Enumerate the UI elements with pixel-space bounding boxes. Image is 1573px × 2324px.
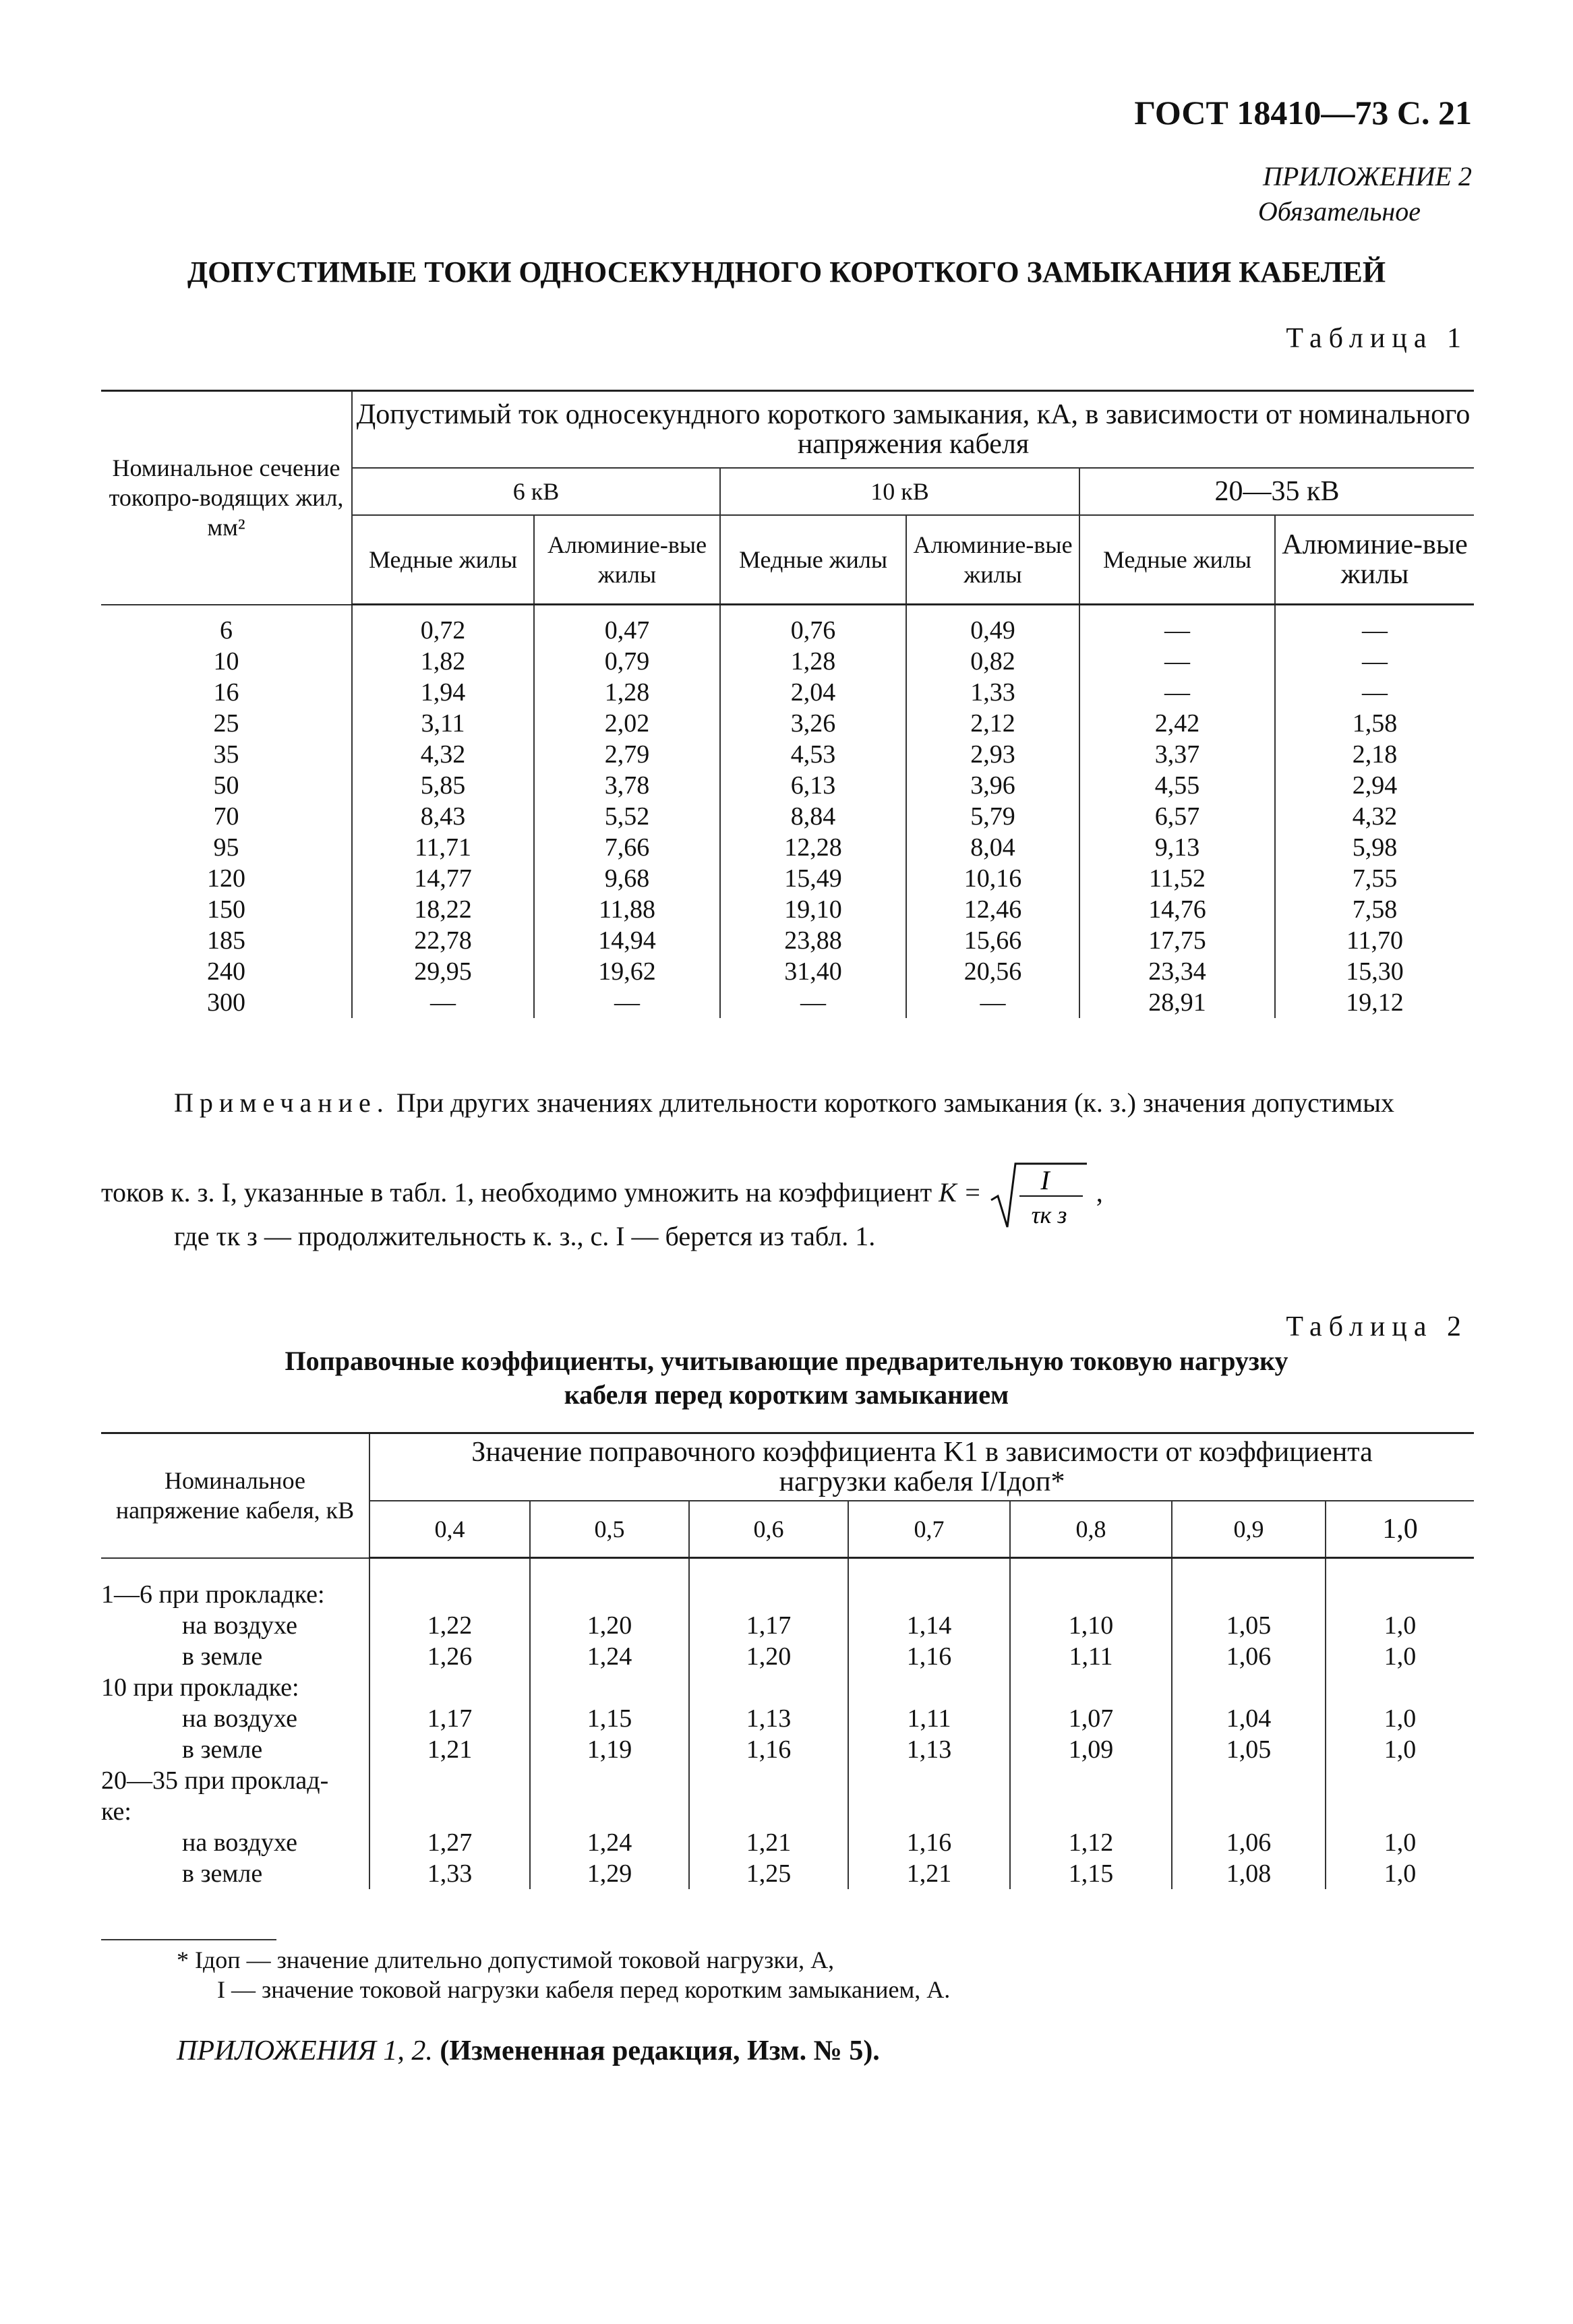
table-cell: 1,07 <box>1010 1703 1172 1734</box>
table-cell <box>1172 1558 1326 1610</box>
table-row <box>101 1672 1474 1703</box>
table2-body <box>101 1558 1474 1889</box>
table-cell: 2,42 <box>1079 708 1275 739</box>
table-cell: 1,12 <box>1010 1827 1172 1858</box>
table-cell <box>1326 1558 1474 1610</box>
coeff-header: 0,5 <box>530 1501 689 1558</box>
table-cell: 1,04 <box>1172 1703 1326 1734</box>
table-cell: 9,13 <box>1079 832 1275 863</box>
table-cell <box>689 1672 848 1703</box>
table-cell <box>848 1765 1010 1796</box>
table-cell: 20,56 <box>906 956 1079 987</box>
table-row <box>101 1703 1474 1734</box>
table2-group-header-line2: нагрузки кабеля I/Iдоп* <box>779 1466 1065 1497</box>
table-cell: 5,52 <box>534 801 720 832</box>
table-cell: 1,06 <box>1172 1641 1326 1672</box>
row-label: в земле <box>182 1735 263 1764</box>
table-cell <box>1172 1765 1326 1796</box>
row-header-cell: 150 <box>101 894 352 925</box>
row-header-cell: 35 <box>101 739 352 770</box>
closing-line <box>177 2035 880 2067</box>
table2-title-line1: Поправочные коэффициенты, учитывающие предварительную токовую нагрузку <box>285 1346 1288 1376</box>
table-cell: — <box>534 987 720 1018</box>
footnote-1: * Iдоп — значение длительно допустимой токовой нагрузки, А, <box>177 1946 835 1973</box>
table-cell: 5,79 <box>906 801 1079 832</box>
table-cell: 1,05 <box>1172 1610 1326 1641</box>
table-cell: 1,29 <box>530 1858 689 1889</box>
row-label: на воздухе <box>182 1611 297 1640</box>
table-cell: — <box>352 987 534 1018</box>
radical-sign-icon <box>988 1158 1090 1232</box>
table-cell: 1,0 <box>1326 1734 1474 1765</box>
table-cell <box>530 1558 689 1610</box>
table-cell <box>1010 1672 1172 1703</box>
table-cell <box>1326 1796 1474 1827</box>
table-row <box>101 677 1474 708</box>
table-cell: 15,30 <box>1275 956 1474 987</box>
table-cell: 1,24 <box>530 1827 689 1858</box>
appendix-label: ПРИЛОЖЕНИЕ 2 <box>1263 161 1472 191</box>
table-cell: 2,12 <box>906 708 1079 739</box>
table-cell: 5,98 <box>1275 832 1474 863</box>
table2-group-header-line1: Значение поправочного коэффициента K1 в зависимости от коэффициента <box>471 1437 1373 1468</box>
table-cell <box>369 1765 530 1796</box>
row-label: 10 при прокладке: <box>101 1673 299 1702</box>
table1-voltage-20-35: 20—35 кВ <box>1079 468 1474 515</box>
table-row <box>101 1734 1474 1765</box>
table-row <box>101 605 1474 647</box>
table-cell: 2,02 <box>534 708 720 739</box>
table-row <box>101 1827 1474 1858</box>
row-label: на воздухе <box>182 1704 297 1733</box>
table-cell: 4,32 <box>1275 801 1474 832</box>
table1-group-header: Допустимый ток односекундного короткого замыкания, кА, в зависимости от номинального напряжения кабеля <box>352 391 1474 469</box>
footnote-2: I — значение токовой нагрузки кабеля перед коротким замыканием, А. <box>217 1976 951 2003</box>
table-cell <box>848 1672 1010 1703</box>
appendix-status: Обязательное <box>1257 196 1421 227</box>
sqrt-formula <box>988 1158 1090 1232</box>
table-row <box>101 739 1474 770</box>
table-cell: 1,17 <box>369 1703 530 1734</box>
table-cell: 23,88 <box>720 925 906 956</box>
table1-sub-copper: Медные жилы <box>1079 515 1275 605</box>
table-cell: 1,0 <box>1326 1641 1474 1672</box>
table-cell: 3,37 <box>1079 739 1275 770</box>
table-cell: 1,20 <box>530 1610 689 1641</box>
coeff-header: 0,4 <box>369 1501 530 1558</box>
table-cell: — <box>1275 605 1474 647</box>
row-header-cell: 300 <box>101 987 352 1018</box>
table-cell: 1,58 <box>1275 708 1474 739</box>
table-cell: 3,96 <box>906 770 1079 801</box>
table1-sub-copper: Медные жилы <box>720 515 906 605</box>
table-cell: 1,19 <box>530 1734 689 1765</box>
table-cell: 1,25 <box>689 1858 848 1889</box>
table-row <box>101 1796 1474 1827</box>
table-cell: 6,57 <box>1079 801 1275 832</box>
row-label: 1—6 при прокладке: <box>101 1580 325 1609</box>
row-label: 20—35 при проклад- <box>101 1766 329 1795</box>
table-cell: 14,76 <box>1079 894 1275 925</box>
table-cell: 1,26 <box>369 1641 530 1672</box>
table-cell: 1,06 <box>1172 1827 1326 1858</box>
table-cell: 1,13 <box>848 1734 1010 1765</box>
formula-denominator: τк з <box>1031 1201 1067 1228</box>
table-cell: 11,70 <box>1275 925 1474 956</box>
table2-group-header <box>369 1433 1474 1501</box>
row-header-cell: 16 <box>101 677 352 708</box>
table-cell: 0,82 <box>906 646 1079 677</box>
table-cell: 8,84 <box>720 801 906 832</box>
table-cell <box>689 1796 848 1827</box>
table-cell: 8,43 <box>352 801 534 832</box>
table-cell: 1,11 <box>1010 1641 1172 1672</box>
table-cell: 0,49 <box>906 605 1079 647</box>
table-cell: 28,91 <box>1079 987 1275 1018</box>
table-row <box>101 770 1474 801</box>
row-header-cell: 10 <box>101 646 352 677</box>
table2 <box>101 1432 1474 1889</box>
table-cell <box>1326 1672 1474 1703</box>
table-cell: 1,33 <box>369 1858 530 1889</box>
table-cell: 1,13 <box>689 1703 848 1734</box>
table1-sub-aluminium: Алюминие-вые жилы <box>534 515 720 605</box>
note-comma: , <box>1096 1177 1103 1208</box>
closing-bold: (Измененная редакция, Изм. № 5). <box>440 2035 880 2066</box>
table-cell: 22,78 <box>352 925 534 956</box>
row-header-cell: 70 <box>101 801 352 832</box>
page-header: ГОСТ 18410—73 С. 21 <box>1134 94 1472 131</box>
table-cell: 1,0 <box>1326 1827 1474 1858</box>
note-label: Примечание. <box>174 1087 390 1118</box>
table-cell <box>1326 1765 1474 1796</box>
table-cell <box>1010 1558 1172 1610</box>
table-cell: 1,82 <box>352 646 534 677</box>
table1-voltage-6: 6 кВ <box>352 468 720 515</box>
table-row <box>101 1610 1474 1641</box>
table-cell <box>530 1765 689 1796</box>
table-cell: 18,22 <box>352 894 534 925</box>
table-cell: 4,55 <box>1079 770 1275 801</box>
note-text2: токов к. з. I, указанные в табл. 1, необходимо умножить на коэффициент <box>101 1177 932 1208</box>
table-cell: 1,08 <box>1172 1858 1326 1889</box>
table-cell: 1,15 <box>530 1703 689 1734</box>
table-cell: — <box>1275 677 1474 708</box>
table-cell <box>530 1672 689 1703</box>
table-cell <box>530 1796 689 1827</box>
table-cell: 1,0 <box>1326 1703 1474 1734</box>
table-cell: 12,46 <box>906 894 1079 925</box>
table-cell: 19,12 <box>1275 987 1474 1018</box>
table-row <box>101 708 1474 739</box>
table-cell: 11,71 <box>352 832 534 863</box>
row-header-cell: 185 <box>101 925 352 956</box>
table-cell: — <box>1275 646 1474 677</box>
table-cell: — <box>906 987 1079 1018</box>
table-row <box>101 894 1474 925</box>
formula-lhs: K = <box>939 1177 982 1208</box>
table-cell: 11,88 <box>534 894 720 925</box>
table-cell: 1,94 <box>352 677 534 708</box>
formula-numerator: I <box>1040 1165 1050 1195</box>
note-text1: При других значениях длительности короткого замыкания (к. з.) значения допустимых <box>396 1087 1394 1118</box>
table-cell: 4,32 <box>352 739 534 770</box>
table-cell: 1,16 <box>689 1734 848 1765</box>
table-cell: 1,10 <box>1010 1610 1172 1641</box>
table-cell: 31,40 <box>720 956 906 987</box>
row-header-cell: 95 <box>101 832 352 863</box>
table-cell: 0,47 <box>534 605 720 647</box>
table1-col0-header: Номинальное сечение токопро-водящих жил, мм² <box>101 391 352 605</box>
table-row <box>101 1858 1474 1889</box>
table-row <box>101 1765 1474 1796</box>
table-cell <box>369 1796 530 1827</box>
table-cell: 1,0 <box>1326 1610 1474 1641</box>
table-cell: 1,09 <box>1010 1734 1172 1765</box>
table-cell <box>1010 1765 1172 1796</box>
table-cell: 14,77 <box>352 863 534 894</box>
table-cell <box>369 1672 530 1703</box>
table-cell <box>369 1558 530 1610</box>
table1-sub-aluminium: Алюминие-вые жилы <box>1275 515 1474 605</box>
coeff-header: 0,7 <box>848 1501 1010 1558</box>
table-cell: 11,52 <box>1079 863 1275 894</box>
table-cell: 9,68 <box>534 863 720 894</box>
table-cell <box>1172 1796 1326 1827</box>
table-cell: 19,62 <box>534 956 720 987</box>
table-cell: 1,27 <box>369 1827 530 1858</box>
table-cell: 23,34 <box>1079 956 1275 987</box>
table-cell <box>1010 1796 1172 1827</box>
table1 <box>101 390 1474 1018</box>
coeff-header: 0,9 <box>1172 1501 1326 1558</box>
table-cell: 5,85 <box>352 770 534 801</box>
table-cell: 1,17 <box>689 1610 848 1641</box>
table2-title <box>0 1344 1573 1412</box>
table-cell: — <box>1079 605 1275 647</box>
table-cell: 2,79 <box>534 739 720 770</box>
table1-sub-aluminium: Алюминие-вые жилы <box>906 515 1079 605</box>
table-cell: 17,75 <box>1079 925 1275 956</box>
table2-title-line2: кабеля перед коротким замыканием <box>564 1379 1009 1410</box>
row-header-cell: 240 <box>101 956 352 987</box>
table-cell: — <box>1079 677 1275 708</box>
coeff-header: 1,0 <box>1326 1501 1474 1558</box>
table-row <box>101 1641 1474 1672</box>
table-cell: — <box>720 987 906 1018</box>
table-cell: 3,11 <box>352 708 534 739</box>
table-cell: 7,55 <box>1275 863 1474 894</box>
table-cell: 0,72 <box>352 605 534 647</box>
table-row <box>101 987 1474 1018</box>
table-cell <box>689 1558 848 1610</box>
table-row <box>101 646 1474 677</box>
table-cell: 19,10 <box>720 894 906 925</box>
table-cell: 4,53 <box>720 739 906 770</box>
table-cell: 0,76 <box>720 605 906 647</box>
footnote-divider <box>101 1939 276 1940</box>
table-cell: 1,24 <box>530 1641 689 1672</box>
table-cell: 1,16 <box>848 1641 1010 1672</box>
table-row <box>101 956 1474 987</box>
table1-voltage-10: 10 кВ <box>720 468 1079 515</box>
table1-body <box>101 605 1474 1019</box>
row-header-cell: 120 <box>101 863 352 894</box>
table-cell: 10,16 <box>906 863 1079 894</box>
table-cell: 1,22 <box>369 1610 530 1641</box>
row-header-cell: 25 <box>101 708 352 739</box>
table-cell: 1,33 <box>906 677 1079 708</box>
table-cell: 6,13 <box>720 770 906 801</box>
table-cell <box>1172 1672 1326 1703</box>
table-cell <box>689 1765 848 1796</box>
table-row <box>101 1558 1474 1610</box>
table-cell: 1,15 <box>1010 1858 1172 1889</box>
table-cell: 1,16 <box>848 1827 1010 1858</box>
table-cell: 15,49 <box>720 863 906 894</box>
table2-col0-header: Номинальное напряжение кабеля, кВ <box>101 1433 369 1558</box>
note-line3: где τк з — продолжительность к. з., с. I — берется из табл. 1. <box>174 1221 876 1251</box>
table-cell: 1,0 <box>1326 1858 1474 1889</box>
table-cell: 1,14 <box>848 1610 1010 1641</box>
table-cell: 14,94 <box>534 925 720 956</box>
table-cell: — <box>1079 646 1275 677</box>
table-row <box>101 801 1474 832</box>
table-cell: 29,95 <box>352 956 534 987</box>
table-row <box>101 832 1474 863</box>
table-cell: 2,93 <box>906 739 1079 770</box>
row-label: в земле <box>182 1642 263 1671</box>
row-header-cell: 6 <box>101 605 352 647</box>
row-label: на воздухе <box>182 1828 297 1857</box>
table-cell: 3,26 <box>720 708 906 739</box>
table2-caption: Таблица 2 <box>1286 1311 1468 1342</box>
coeff-header: 0,6 <box>689 1501 848 1558</box>
table-cell: 8,04 <box>906 832 1079 863</box>
table-cell: 12,28 <box>720 832 906 863</box>
table-cell: 0,79 <box>534 646 720 677</box>
note-line1 <box>174 1087 1394 1119</box>
closing-italic: ПРИЛОЖЕНИЯ 1, 2. <box>177 2035 433 2066</box>
table-cell: 3,78 <box>534 770 720 801</box>
table1-caption: Таблица 1 <box>1286 323 1468 354</box>
table-cell: 1,28 <box>534 677 720 708</box>
table-cell: 15,66 <box>906 925 1079 956</box>
table-cell <box>848 1796 1010 1827</box>
table-cell: 1,21 <box>369 1734 530 1765</box>
table1-sub-copper: Медные жилы <box>352 515 534 605</box>
coeff-header: 0,8 <box>1010 1501 1172 1558</box>
table-cell: 2,18 <box>1275 739 1474 770</box>
table-cell: 2,94 <box>1275 770 1474 801</box>
table-cell: 1,20 <box>689 1641 848 1672</box>
table-row <box>101 925 1474 956</box>
table-cell: 2,04 <box>720 677 906 708</box>
row-header-cell: 50 <box>101 770 352 801</box>
table-cell <box>848 1558 1010 1610</box>
document-title: ДОПУСТИМЫЕ ТОКИ ОДНОСЕКУНДНОГО КОРОТКОГО ЗАМЫКАНИЯ КАБЕЛЕЙ <box>187 256 1386 289</box>
table-cell: 7,66 <box>534 832 720 863</box>
table-cell: 7,58 <box>1275 894 1474 925</box>
table-cell: 1,21 <box>848 1858 1010 1889</box>
table-cell: 1,11 <box>848 1703 1010 1734</box>
table-row <box>101 863 1474 894</box>
row-label: ке: <box>101 1797 131 1826</box>
table-cell: 1,28 <box>720 646 906 677</box>
table-cell: 1,05 <box>1172 1734 1326 1765</box>
table-cell: 1,21 <box>689 1827 848 1858</box>
row-label: в земле <box>182 1859 263 1888</box>
